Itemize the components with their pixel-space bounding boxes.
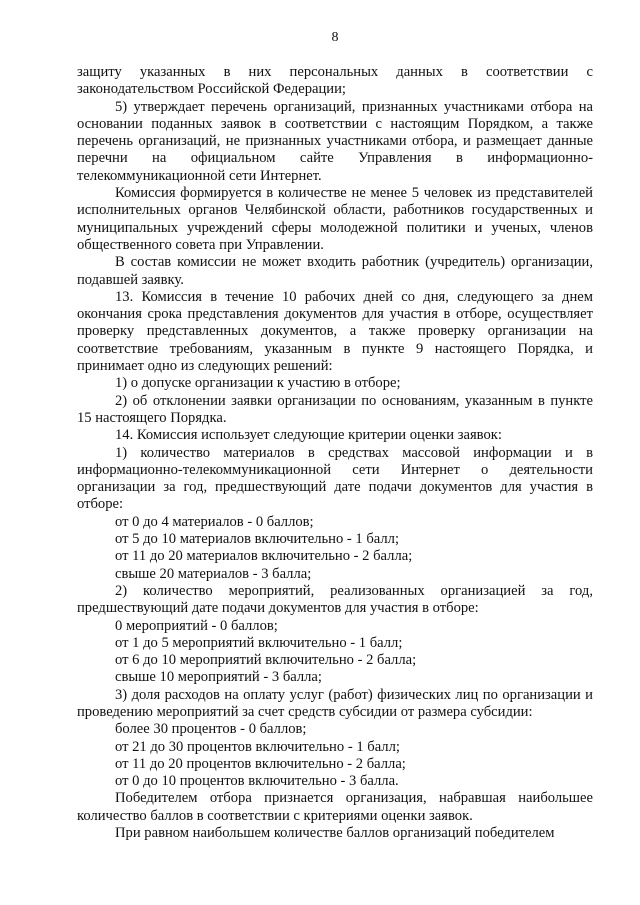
paragraph: При равном наибольшем количестве баллов организаций победителем	[115, 825, 555, 842]
paragraph: 2) об отклонении заявки организации по основаниям, указанным в пункте 15 настоящего Порядка.	[77, 392, 593, 426]
paragraph: от 5 до 10 материалов включительно - 1 балл;	[115, 531, 400, 548]
paragraph: 13. Комиссия в течение 10 рабочих дней со дня, следующего за днем окончания срока представления документов для участия в отборе, осуществляет проверку представленных документов, а также проверку организации на соответствие требованиям, указанным в пункте 9 настоящего Порядка, и принимает одно из следующих решений:	[77, 288, 593, 375]
paragraph: Комиссия формируется в количестве не менее 5 человек из представителей исполнительных органов Челябинской области, работников государственных и муниципальных учреждений сферы молодежной политики и ученых, членов общественного совета при Управлении.	[77, 185, 593, 253]
paragraph: от 1 до 5 мероприятий включительно - 1 балл;	[115, 634, 403, 651]
paragraph: от 0 до 10 процентов включительно - 3 балла.	[115, 773, 399, 790]
page-number: 8	[331, 30, 339, 45]
paragraph: 5) утверждает перечень организаций, признанных участниками отбора на основании поданных заявок в соответствии с настоящим Порядком, а также перечень организаций, не признанных участниками отбора, и размещает данные перечни на официальном сайте Управления в информационно-телекоммуникационной сети Интернет.	[77, 98, 593, 184]
paragraph: Победителем отбора признается организация, набравшая наибольшее количество баллов в соответствии с критериями оценки заявок.	[77, 790, 593, 824]
paragraph: 3) доля расходов на оплату услуг (работ) физических лиц по организации и проведению мероприятий за счет средств субсидии от размера субсидии:	[77, 686, 593, 720]
paragraph: свыше 10 мероприятий - 3 балла;	[115, 669, 322, 686]
paragraph: 0 мероприятий - 0 баллов;	[115, 617, 278, 634]
paragraph: от 21 до 30 процентов включительно - 1 балл;	[115, 738, 400, 755]
paragraph: 14. Комиссия использует следующие критерии оценки заявок:	[115, 427, 502, 444]
paragraph: от 6 до 10 мероприятий включительно - 2 балла;	[115, 652, 417, 669]
paragraph: свыше 20 материалов - 3 балла;	[115, 565, 312, 582]
document-body	[77, 64, 593, 842]
paragraph: 2) количество мероприятий, реализованных организацией за год, предшествующий дате подачи документов для участия в отборе:	[77, 582, 593, 617]
paragraph: 1) количество материалов в средствах массовой информации и в информационно-телекоммуникационной сети Интернет о деятельности организации за год, предшествующий дате подачи документов для участия в отборе:	[77, 444, 593, 513]
paragraph: 1) о допуске организации к участию в отборе;	[115, 375, 401, 392]
paragraph: от 11 до 20 процентов включительно - 2 балла;	[115, 755, 406, 772]
document-page	[77, 28, 593, 842]
paragraph: более 30 процентов - 0 баллов;	[115, 721, 307, 738]
paragraph: В состав комиссии не может входить работник (учредитель) организации, подавшей заявку.	[77, 254, 593, 288]
paragraph: от 11 до 20 материалов включительно - 2 балла;	[115, 548, 413, 565]
paragraph: от 0 до 4 материалов - 0 баллов;	[115, 513, 314, 530]
paragraph: защиту указанных в них персональных данных в соответствии с законодательством Российской Федерации;	[77, 64, 593, 98]
